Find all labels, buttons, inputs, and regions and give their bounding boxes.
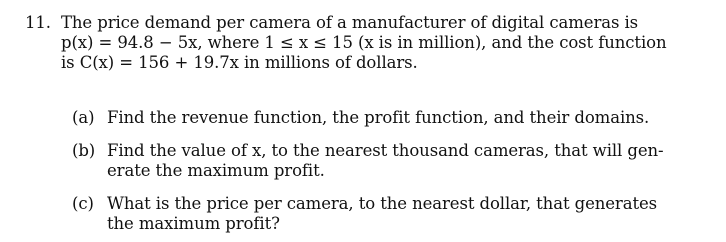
part-a-text: Find the revenue function, the profit function, and their domains. xyxy=(107,108,650,127)
problem-stem-line-2: p(x) = 94.8 − 5x, where 1 ≤ x ≤ 15 (x is in million), and the cost function xyxy=(61,33,667,52)
part-b-text-line-2: erate the maximum profit. xyxy=(107,161,325,180)
part-b-label: (b) xyxy=(72,141,96,160)
part-c-text-line-1: What is the price per camera, to the nearest dollar, that generates xyxy=(107,194,658,213)
problem-stem-line-3: is C(x) = 156 + 19.7x in millions of dollars. xyxy=(61,53,418,72)
part-b-text-line-1: Find the value of x, to the nearest thousand cameras, that will gen- xyxy=(107,141,664,160)
problem-number: 11. xyxy=(25,13,51,32)
problem-stem-line-1: The price demand per camera of a manufacturer of digital cameras is xyxy=(61,13,639,32)
part-c-text-line-2: the maximum profit? xyxy=(107,214,280,233)
part-c-label: (c) xyxy=(72,194,94,213)
part-a-label: (a) xyxy=(72,108,95,127)
